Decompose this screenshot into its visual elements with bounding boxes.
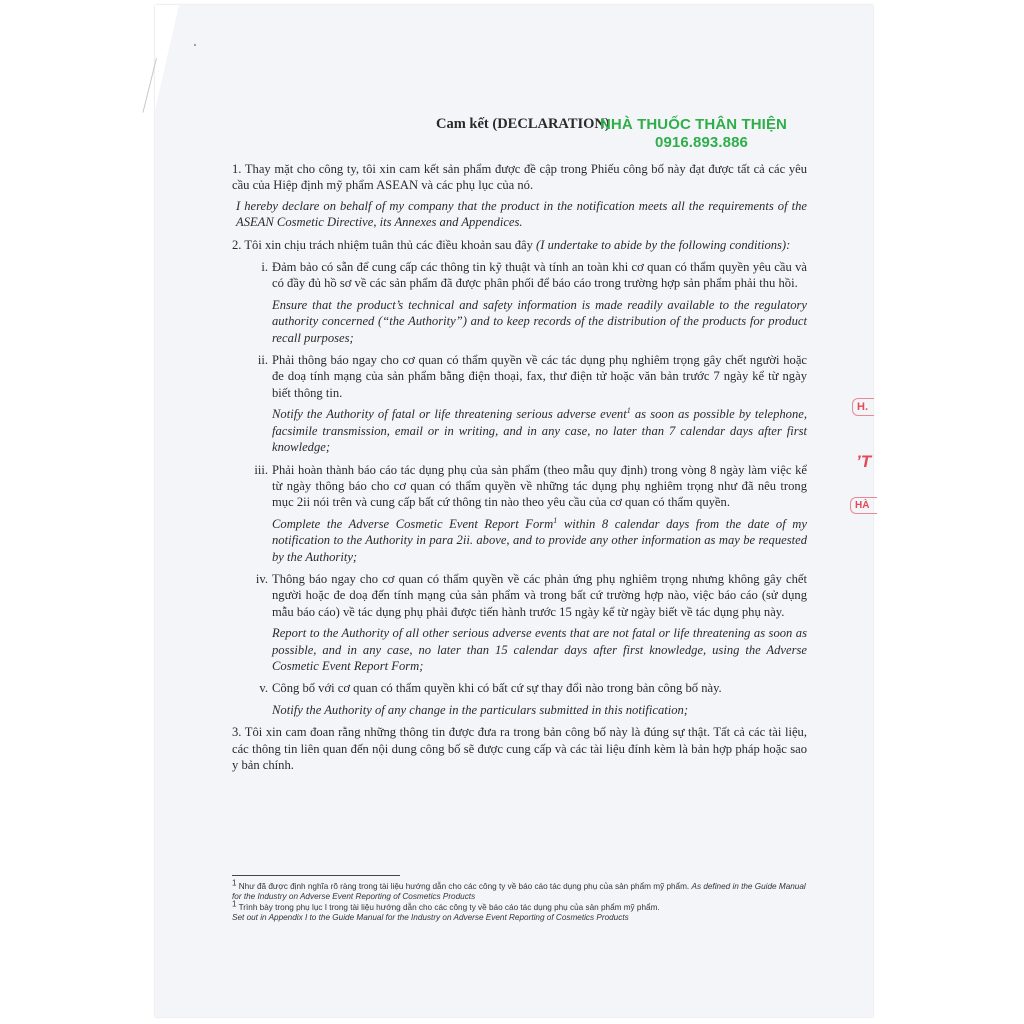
item-number: v. [259,681,268,696]
watermark-phone: 0916.893.886 [655,134,748,151]
footnotes [232,878,812,924]
item-ii-en-b: as soon as possible by telephone, facsimile transmission, email or in writing, and in any case, no later than 7 calendar days after first knowledge; [272,407,807,455]
item-i-vi: Đảm bảo có sẵn để cung cấp các thông tin kỹ thuật và tính an toàn khi cơ quan có thẩm quyền yêu cầu và có đầy đủ hồ sơ về các sản phẩm đã được phân phối để báo cáo trong trường hợp sản phẩm phải thu hồi. [272,260,807,291]
section-3-vi: 3. Tôi xin cam đoan rằng những thông tin được đưa ra trong bản công bố này là đúng sự thật. Tất cả các tài liệu, các thông tin liên quan đến nội dung công bố sẽ được cung cấp và các tài liệu đính kèm là bản hợp pháp hoặc sao y bản chính. [232,725,807,772]
footnote-ref: 1 [553,515,558,525]
footnote-2-en: Set out in Appendix I to the Guide Manual for the Industry on Adverse Event Reporting of Cosmetics Products [232,913,629,923]
watermark-pharmacy-name: NHÀ THUỐC THÂN THIỆN [600,116,787,133]
item-number: i. [261,260,268,275]
footnote-marker: 1 [232,878,237,888]
item-iv-vi: Thông báo ngay cho cơ quan có thẩm quyền về các phản ứng phụ nghiêm trọng nhưng không gây chết người hoặc đe doạ đến tính mạng của sản phẩm và trong bất cứ trường hợp nào, việc báo cáo (sử dụng mẫu báo cáo) về tác dụng phụ phải được tiến hành trước 15 ngày kể từ ngày biết về tác dụng phụ này. [272,571,807,619]
declaration-heading: Cam kết (DECLARATION) [436,116,610,132]
stamp-fragment-icon: HÀ [850,497,877,514]
stamp-fragment-icon: ’T [856,452,872,471]
section-2-intro [232,237,807,253]
stamp-fragment-icon: H. [852,398,874,416]
item-number: ii. [257,353,268,368]
footnote-marker: 1 [232,899,237,909]
section-1-en: I hereby declare on behalf of my company that the product in the notification meets all the requirements of the ASEAN Cosmetic Directive, its Annexes and Appendices. [236,198,807,230]
list-item-v [236,680,807,724]
footnote-1-vi: Như đã được định nghĩa rõ ràng trong tài liệu hướng dẫn cho các công ty về báo cáo tác dụng phụ của sản phẩm mỹ phẩm. [236,882,692,891]
list-item-iv [236,571,807,680]
scan-speck [194,44,196,46]
item-ii-vi: Phải thông báo ngay cho cơ quan có thẩm quyền về các tác dụng phụ nghiêm trọng gây chết người hoặc đe doạ tính mạng của sản phẩm bằng điện thoại, fax, thư điện tử hoặc văn bản trước 7 ngày kể từ ngày biết thông tin. [272,353,807,400]
footnote-2 [232,899,812,913]
item-iv-en: Report to the Authority of all other serious adverse events that are not fatal or life threatening as soon as possible, and in any case, no later than 15 calendar days after first knowledge, using the Adverse Cosmetic Event Report Form; [272,626,807,673]
section-2-en: (I undertake to abide by the following conditions): [536,237,791,252]
section-2-vi: 2. Tôi xin chịu trách nhiệm tuân thủ các điều khoản sau đây [232,237,533,252]
item-i-en: Ensure that the product’s technical and safety information is made readily available to the regulatory authority concerned (“the Authority”) and to keep records of the distribution of the products for product recall purposes; [272,297,807,345]
page-fold-corner [155,5,179,110]
footnote-divider [232,875,400,876]
item-v-en: Notify the Authority of any change in the particulars submitted in this notification; [272,702,689,717]
item-ii-en-a: Notify the Authority of fatal or life threatening serious adverse event [272,407,627,422]
footnote-1-en: As defined in the Guide Manual for the Industry on Adverse Event Reporting of Cosmetics Products [232,882,806,902]
section-1-vi: 1. Thay mặt cho công ty, tôi xin cam kết sản phẩm được đề cập trong Phiếu công bố này đạt được tất cả các yêu cầu của Hiệp định mỹ phẩm ASEAN và các phụ lục của nó. [232,162,807,193]
item-iii-en [272,516,807,565]
footnote-2-vi: Trình bày trong phụ lục I trong tài liệu hướng dẫn cho các công ty về báo cáo tác dụng phụ của sản phẩm mỹ phẩm. [236,902,660,912]
item-v-vi: Công bố với cơ quan có thẩm quyền khi có bất cứ sự thay đổi nào trong bản công bố này. [272,681,722,696]
item-iii-vi: Phải hoàn thành báo cáo tác dụng phụ của sản phẩm (theo mẫu quy định) trong vòng 8 ngày làm việc kể từ ngày thông báo cho cơ quan có thẩm quyền về những tác dụng phụ nghiêm trọng như đã nêu trong mục 2ii nói trên và cung cấp bất cứ thông tin nào theo yêu cầu của cơ quan có thẩm quyền. [272,462,807,510]
list-item-iii [236,462,807,571]
declaration-body [232,161,807,773]
list-item-ii [236,352,807,461]
item-number: iv. [255,571,268,586]
item-iii-en-a: Complete the Adverse Cosmetic Event Report Form [272,516,554,531]
item-ii-en [272,406,807,455]
footnote-1 [232,878,812,903]
item-iii-en-b: within 8 calendar days from the date of my notification to the Authority in para 2ii. above, and to provide any other information as may be requested by the Authority; [272,516,807,564]
item-number: iii. [254,462,268,477]
list-item-i [236,259,807,352]
footnote-ref: 1 [626,406,631,416]
